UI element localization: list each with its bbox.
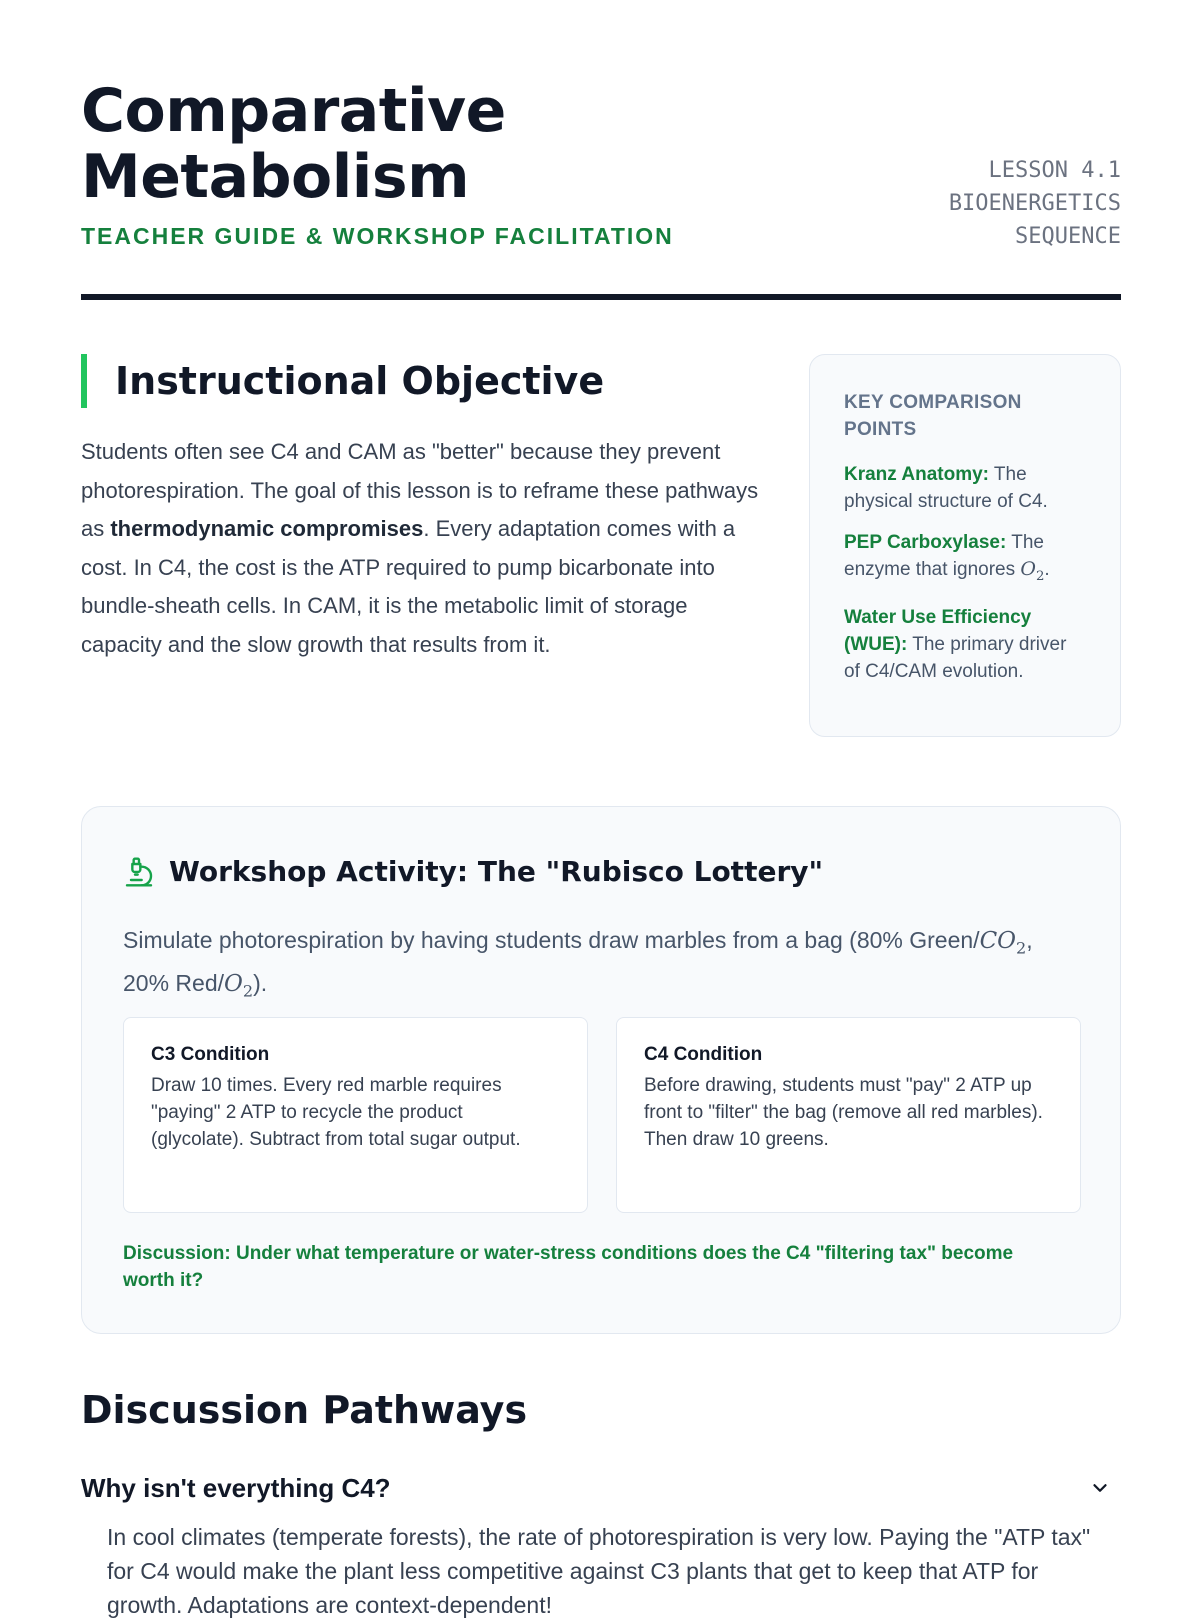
workshop-title: Workshop Activity: The "Rubisco Lottery" — [169, 855, 824, 888]
key-point-term: Water Use Efficiency (WUE): — [844, 606, 1032, 655]
objective-body — [81, 433, 761, 664]
discussion-pathways-heading: Discussion Pathways — [81, 1388, 528, 1432]
sidebar-title: KEY COMPARISON POINTS — [844, 392, 1022, 440]
math-symbol: O — [224, 970, 243, 997]
key-point-desc: The physical structure of C4. — [844, 464, 1048, 512]
objective-emphasis: thermodynamic compromises — [110, 516, 424, 541]
lesson-number: LESSON 4.1 — [988, 158, 1121, 183]
math-symbol: O — [1020, 558, 1036, 580]
c4-condition-title: C4 Condition — [644, 1044, 763, 1065]
workshop-discussion-prompt: Discussion: Under what temperature or water-stress conditions does the C4 "filtering tax" become worth it? — [123, 1243, 1014, 1291]
page-subtitle: TEACHER GUIDE & WORKSHOP FACILITATION — [81, 223, 674, 249]
accordion-answer: In cool climates (temperate forests), the rate of photorespiration is very low. Paying the "ATP tax" for C4 would make the plant less competitive against C3 plants that get to keep that ATP for growth. Adaptations are context-dependent! — [107, 1524, 1091, 1618]
intro-text-1: Simulate photorespiration by having students draw marbles from a bag (80% Green/ — [123, 927, 980, 953]
workshop-card — [81, 806, 1121, 1334]
math-subscript: 2 — [242, 981, 254, 1001]
lesson-sequence-line-2: SEQUENCE — [1015, 224, 1121, 249]
math-subscript: 2 — [1035, 568, 1045, 584]
page — [81, 0, 1121, 1618]
math-co2 — [979, 928, 1027, 958]
key-point-kranz — [844, 461, 1086, 515]
math-subscript: 2 — [1016, 938, 1027, 958]
title-line-1: Comparative — [81, 76, 506, 146]
c4-condition-card — [616, 1017, 1081, 1213]
key-point-term: Kranz Anatomy: — [844, 464, 989, 485]
header-divider — [81, 294, 1121, 300]
c3-condition-title: C3 Condition — [151, 1044, 270, 1065]
workshop-intro — [123, 923, 1073, 1008]
math-symbol: CO — [979, 928, 1017, 954]
chevron-down-icon[interactable] — [1089, 1477, 1111, 1499]
key-comparison-sidebar — [809, 354, 1121, 737]
key-point-wue — [844, 604, 1086, 685]
key-point-term: PEP Carboxylase: — [844, 532, 1007, 553]
c3-condition-card — [123, 1017, 588, 1213]
intro-text-2: , 20% Red/ — [123, 927, 1033, 996]
objective-heading: Instructional Objective — [81, 354, 604, 408]
workshop-header — [123, 855, 823, 888]
accordion-header[interactable] — [81, 1468, 1121, 1508]
key-point-pep — [844, 529, 1086, 590]
key-point-tail: . — [1044, 559, 1050, 580]
objective-text-1: Students often see C4 and CAM as "better" because they prevent photorespiration. The goal of this lesson is to reframe these pathways as — [81, 439, 759, 541]
key-point-desc: The enzyme that ignores — [844, 532, 1044, 580]
objective-text-2: . Every adaptation comes with a cost. In C4, the cost is the ATP required to pump bicarbonate into bundle-sheath cells. In CAM, it is the metabolic limit of storage capacity and the slow growth that results from it. — [81, 516, 736, 657]
accordion-question: Why isn't everything C4? — [81, 1472, 391, 1503]
microscope-icon — [123, 856, 155, 888]
title-line-2: Metabolism — [81, 142, 470, 212]
intro-text-3: ). — [253, 969, 268, 996]
lesson-sequence-line-1: BIOENERGETICS — [948, 191, 1121, 216]
math-o2 — [1020, 558, 1045, 584]
header — [81, 0, 1121, 300]
math-o2 — [224, 970, 254, 1001]
c4-condition-body: Before drawing, students must "pay" 2 ATP up front to "filter" the bag (remove all red marbles). Then draw 10 greens. — [644, 1075, 1043, 1150]
lesson-meta — [949, 154, 1121, 253]
page-title — [81, 78, 506, 210]
key-point-desc: The primary driver of C4/CAM evolution. — [844, 633, 1067, 682]
c3-condition-body: Draw 10 times. Every red marble requires "paying" 2 ATP to recycle the product (glycolate). Subtract from total sugar output. — [151, 1075, 521, 1150]
